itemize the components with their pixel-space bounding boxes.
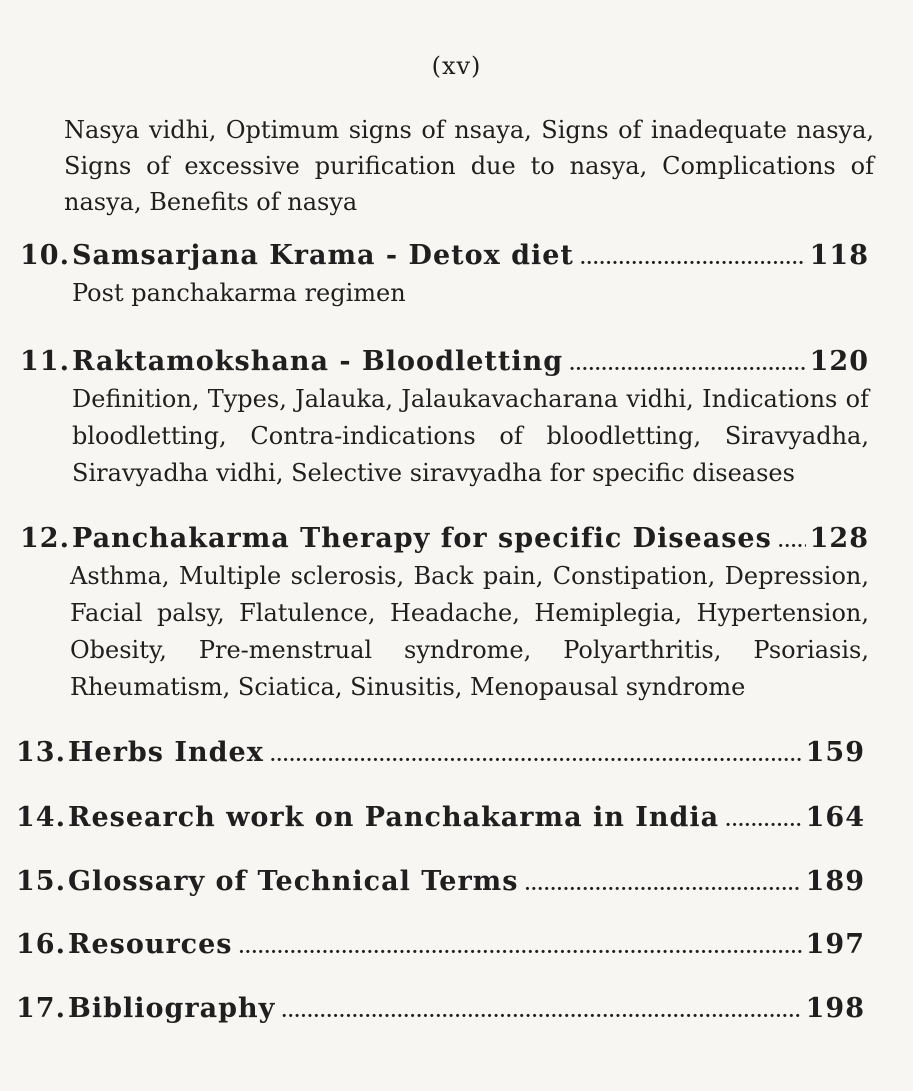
- toc-entry-number: 10.: [20, 240, 70, 271]
- toc-page-number: 189: [805, 866, 865, 897]
- page-folio: (xv): [431, 52, 482, 80]
- toc-entry-number: 13.: [16, 737, 66, 768]
- toc-entry-description: Definition, Types, Jalauka, Jalaukavacharana vidhi, Indications of bloodletting, Contra-indications of bloodletting, Siravyadha, Siravyadha vidhi, Selective siravyadha for specific diseases: [72, 385, 869, 487]
- toc-entry-title: Bibliography: [68, 993, 276, 1024]
- toc-page-number: 120: [809, 346, 869, 377]
- toc-entry-description: Asthma, Multiple sclerosis, Back pain, Constipation, Depression, Facial palsy, Flatulence, Headache, Hemiplegia, Hypertension, Obesity, Pre-menstrual syndrome, Polyarthritis, Psoriasis, Rheumatism, Sciatica, Sinusitis, Menopausal syndrome: [70, 562, 869, 701]
- toc-heading: [20, 240, 869, 271]
- dot-leader: [580, 249, 806, 269]
- toc-entry-description: Post panchakarma regimen: [72, 279, 406, 307]
- toc-entry-15: [0, 866, 913, 897]
- toc-entry-12: [0, 523, 913, 706]
- toc-entry-17: [0, 993, 913, 1024]
- toc-entry-title: Resources: [68, 929, 233, 960]
- toc-entry-11: [0, 346, 913, 492]
- dot-leader: [239, 938, 802, 958]
- toc-entry-title: Samsarjana Krama - Detox diet: [72, 240, 574, 271]
- dot-leader: [524, 875, 801, 895]
- dot-leader: [725, 811, 801, 831]
- toc-entry-title: Herbs Index: [68, 737, 264, 768]
- continued-section-description: Nasya vidhi, Optimum signs of nsaya, Signs of inadequate nasya, Signs of excessive purification due to nasya, Complications of nasya, Benefits of nasya: [64, 116, 874, 216]
- toc-heading: [16, 929, 865, 960]
- toc-entry-number: 16.: [16, 929, 66, 960]
- dot-leader: [281, 1002, 801, 1022]
- toc-entry-number: 11.: [20, 346, 70, 377]
- toc-entry-13: [0, 737, 913, 768]
- toc-page-number: 159: [805, 737, 865, 768]
- toc-entry-number: 17.: [16, 993, 66, 1024]
- toc-entry-title: Panchakarma Therapy for specific Diseases: [72, 523, 772, 554]
- toc-heading: [16, 993, 865, 1024]
- toc-page-number: 197: [805, 929, 865, 960]
- toc-page-number: 198: [805, 993, 865, 1024]
- toc-page-number: 128: [809, 523, 869, 554]
- toc-heading: [16, 737, 865, 768]
- toc-entry-number: 14.: [16, 802, 66, 833]
- toc-entry-title: Research work on Panchakarma in India: [68, 802, 720, 833]
- toc-heading: [20, 346, 869, 377]
- toc-entry-number: 15.: [16, 866, 66, 897]
- toc-entry-10: [0, 240, 913, 312]
- toc-entry-16: [0, 929, 913, 960]
- toc-entry-title: Raktamokshana - Bloodletting: [72, 346, 564, 377]
- toc-heading: [16, 866, 865, 897]
- toc-entry-title: Glossary of Technical Terms: [68, 866, 519, 897]
- toc-page-number: 164: [805, 802, 865, 833]
- dot-leader: [270, 746, 802, 766]
- toc-page-number: 118: [809, 240, 869, 271]
- toc-heading: [20, 523, 869, 554]
- dot-leader: [778, 532, 806, 552]
- toc-entry-number: 12.: [20, 523, 70, 554]
- toc-heading: [16, 802, 865, 833]
- toc-entry-14: [0, 802, 913, 833]
- dot-leader: [569, 355, 806, 375]
